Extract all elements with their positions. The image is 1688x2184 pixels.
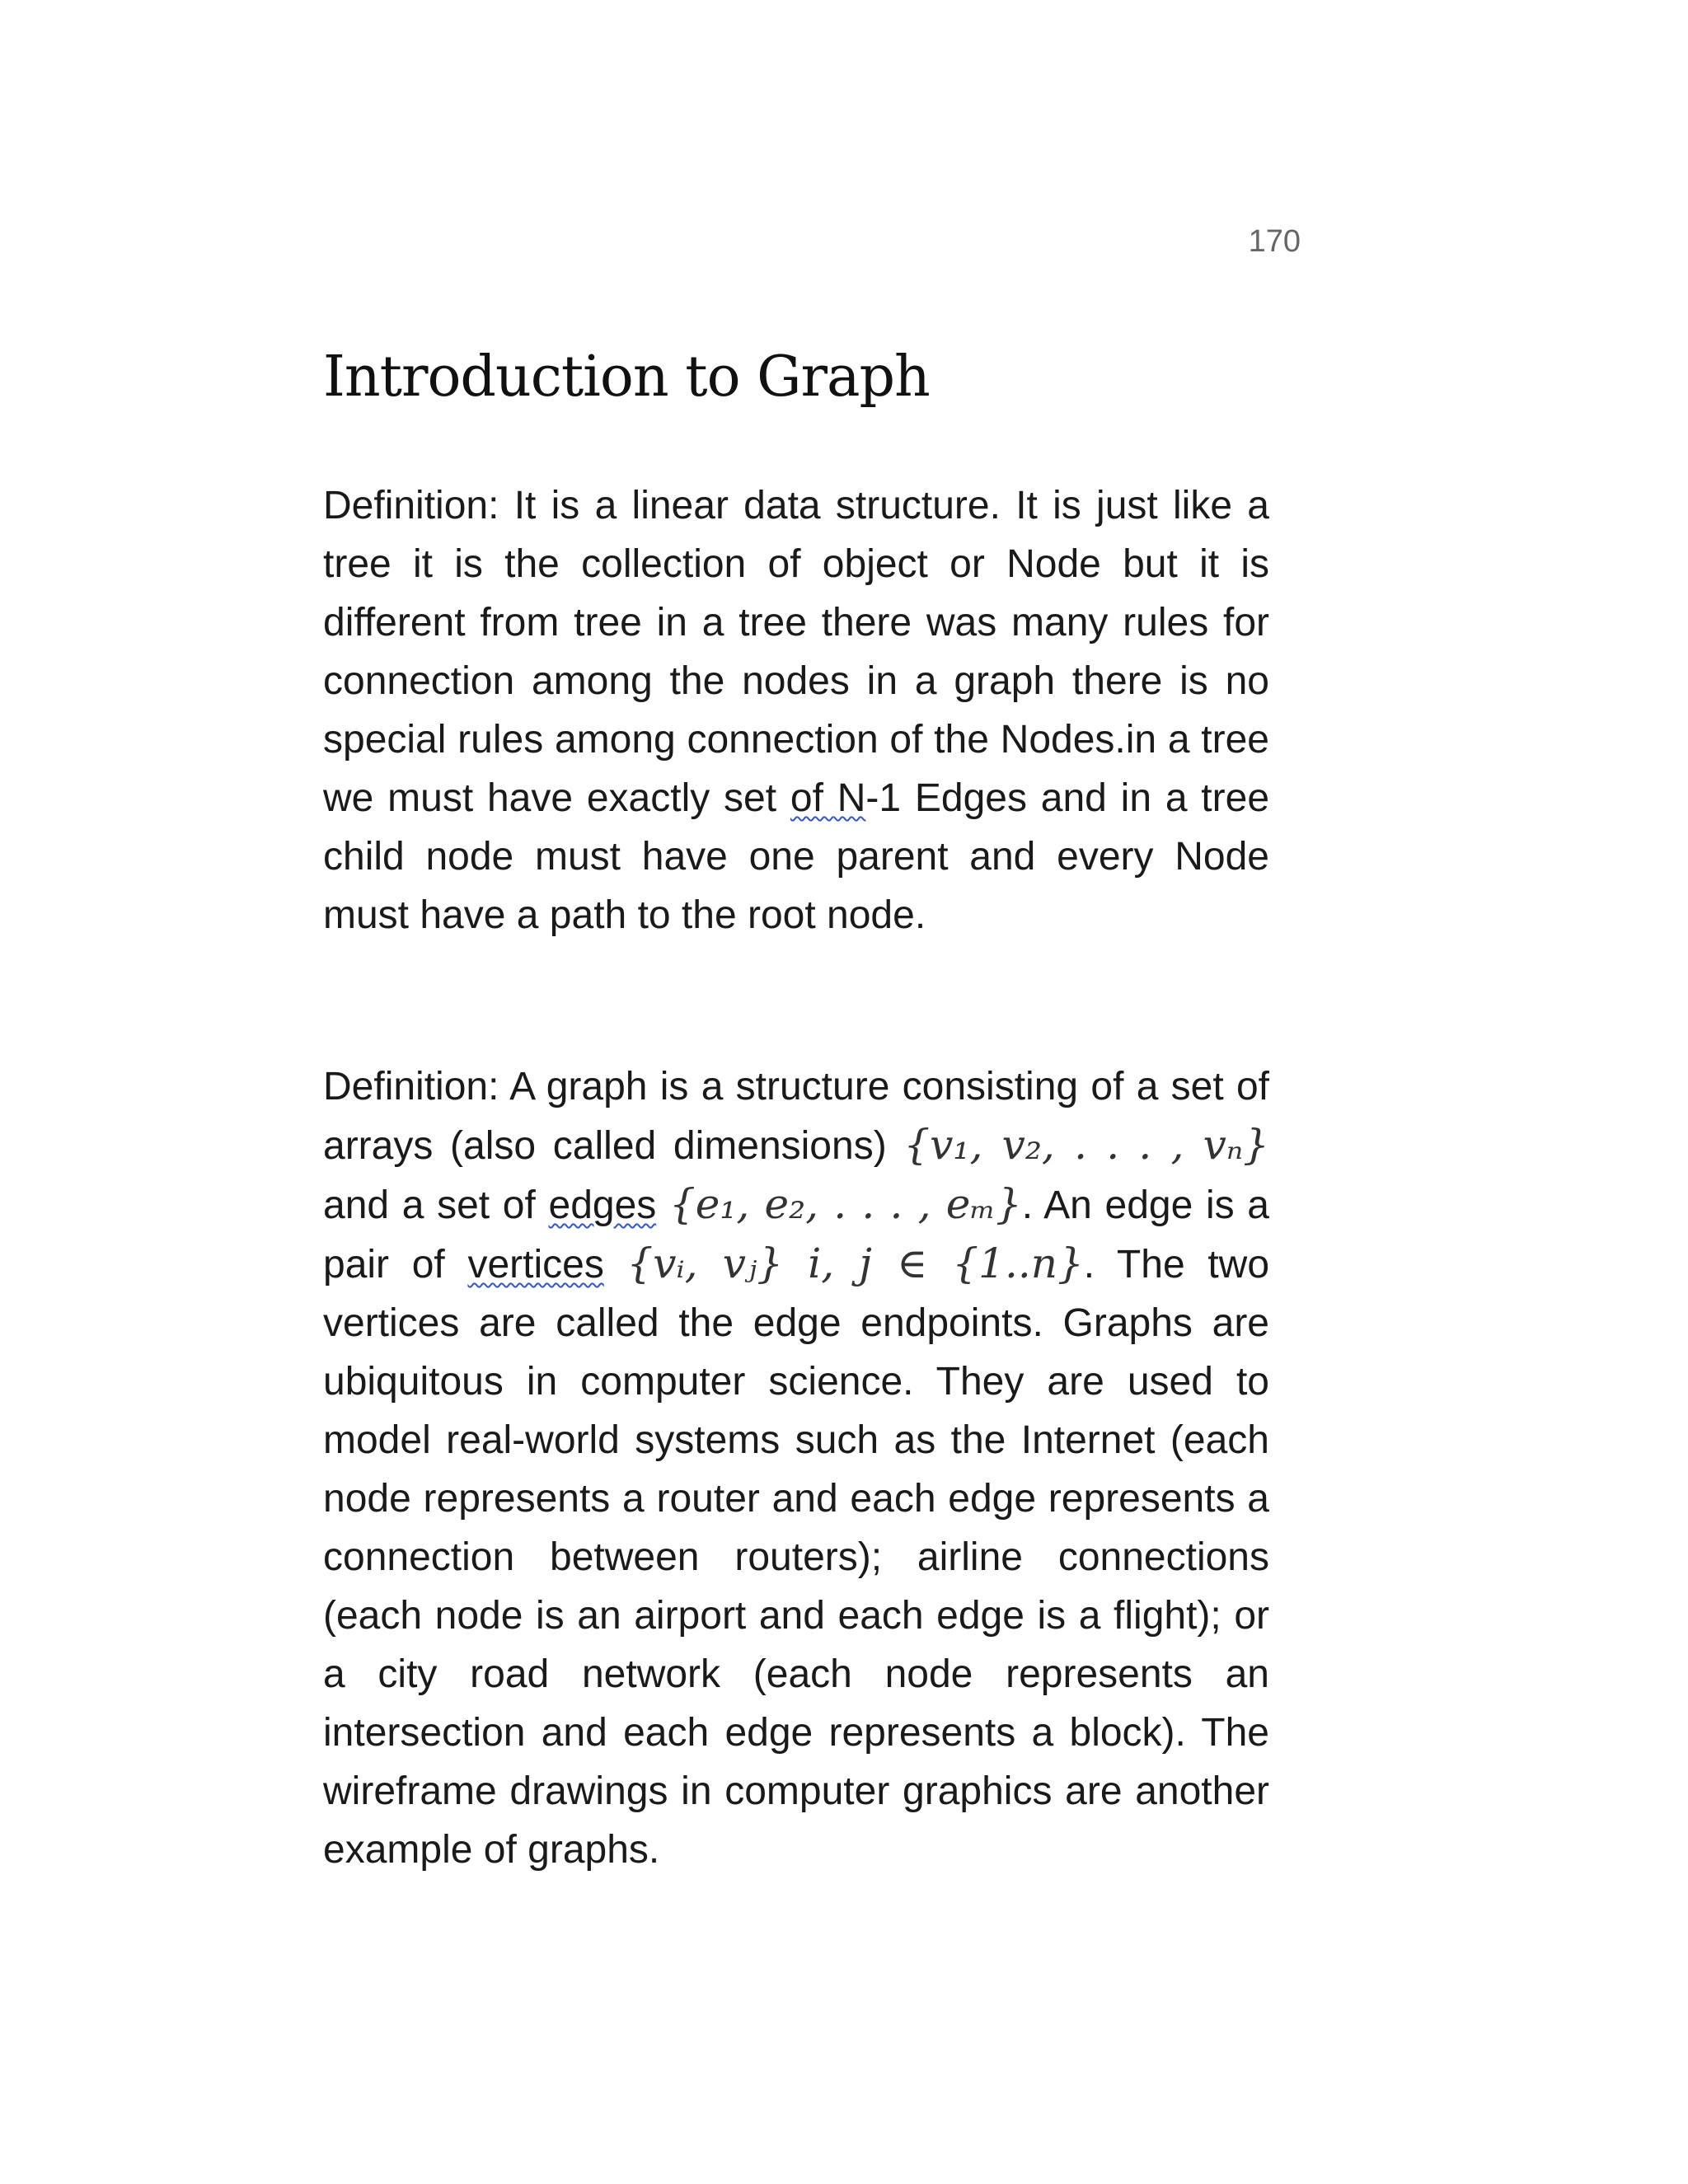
spellcheck-flagged-edges[interactable]: edges	[548, 1183, 657, 1227]
page-number: 170	[1248, 224, 1301, 259]
definition-paragraph-2	[323, 1057, 1269, 1879]
paragraph-2-text-c: . An edge is a pair of	[323, 1183, 1269, 1286]
spellcheck-flagged-text[interactable]: of N	[790, 776, 866, 820]
page-title: Introduction to Graph	[323, 344, 930, 410]
spellcheck-flagged-vertices[interactable]: vertices	[467, 1243, 604, 1286]
paragraph-2-text-a: Definition: A graph is a structure consisting of a set of arrays (also called dimensions)	[323, 1065, 1269, 1168]
paragraph-1-text-b: -1 Edges and in a tree child node must have one parent and every Node must have a path to the root node.	[323, 776, 1270, 937]
paragraph-2-text-b: and a set of	[323, 1183, 549, 1227]
paragraph-1-text-a: Definition: It is a linear data structure. It is just like a tree it is the collection of object or Node but it is different from tree in a tree there was many rules for connection among the nodes in a graph there is no special rules among connection of the Nodes.in a tree we must have exactly set	[323, 484, 1269, 820]
paragraph-2-text-d: . The two vertices are called the edge endpoints. Graphs are ubiquitous in computer science. They are used to model real-world systems such as the Internet (each node represents a router and each edge represents a connection between routers); airline connections (each node is an airport and each edge is a flight); or a city road network (each node represents an intersection and each edge represents a block). The wireframe drawings in computer graphics are another example of graphs.	[323, 1243, 1270, 1872]
vertex-set-formula: {v₁, v₂, . . . , vₙ}	[903, 1121, 1269, 1169]
vertex-pair-formula: {vᵢ, vⱼ} i, j ∈ {1..n}	[626, 1240, 1084, 1287]
definition-paragraph-1	[323, 476, 1269, 944]
edge-set-formula: {e₁, e₂, . . . , eₘ}	[668, 1180, 1022, 1228]
